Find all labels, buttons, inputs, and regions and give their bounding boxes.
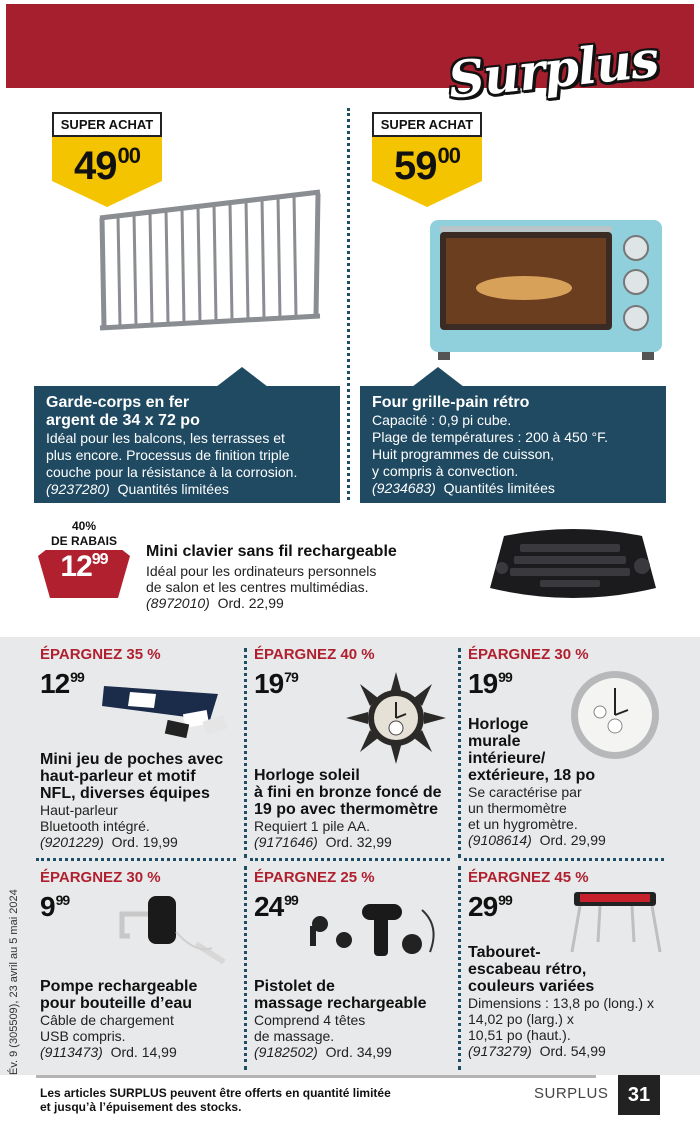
product-title: Pompe rechargeable <box>40 978 198 995</box>
product-desc: Idéal pour les balcons, les terrasses et <box>46 430 285 446</box>
price: $19^{99}$ <box>468 668 512 699</box>
price: $9^{99}$ <box>40 891 70 922</box>
product-desc: Huit programmes de cuisson, <box>372 446 555 462</box>
product-title: à fini en bronze foncé de <box>254 784 442 801</box>
product-title: Horloge soleil <box>254 767 360 784</box>
cornhole-game-image <box>100 672 236 744</box>
discount-label: DE RABAIS <box>50 534 117 548</box>
product-title: argent de 34 x 72 po <box>46 412 200 429</box>
product-title: Horloge <box>468 716 529 733</box>
product-desc: Capacité : 0,9 pi cube. <box>372 412 512 428</box>
edition-note: Év. 9 (305509), 23 avril au 5 mai 2024 <box>8 889 20 1075</box>
quantity-note: Quantités limitées <box>117 481 229 497</box>
savings-label: ÉPARGNEZ 30 % <box>40 869 161 886</box>
product-title: haut-parleur et motif <box>40 768 196 785</box>
sku: (8972010) <box>146 595 210 611</box>
product-title: escabeau rétro, <box>468 961 587 978</box>
discount-badge <box>38 520 130 598</box>
price: $29^{99}$ <box>468 891 512 922</box>
product-desc: Se caractérise par <box>468 784 582 800</box>
original-price: Ord. 22,99 <box>217 595 284 611</box>
product-desc: USB compris. <box>40 1028 126 1044</box>
original-price: Ord. 14,99 <box>110 1044 177 1060</box>
savings-label: ÉPARGNEZ 30 % <box>468 646 589 663</box>
product-desc: y compris à convection. <box>372 463 519 479</box>
product-desc: et un hygromètre. <box>468 816 578 832</box>
original-price: Ord. 54,99 <box>539 1043 606 1059</box>
sku: (9173279) <box>468 1043 532 1059</box>
product-desc: Plage de températures : 200 à 450 °F. <box>372 429 608 445</box>
original-price: Ord. 32,99 <box>325 834 392 850</box>
product-desc: Câble de chargement <box>40 1012 174 1028</box>
product-desc: Idéal pour les ordinateurs personnels de salon et les centres multimédias. (8972010) Ord. 22,99 <box>146 563 377 611</box>
savings-label: ÉPARGNEZ 25 % <box>254 869 375 886</box>
toaster-oven-image <box>428 218 664 364</box>
product-desc: un thermomètre <box>468 800 567 816</box>
product-desc: 14,02 po (larg.) x <box>468 1011 574 1027</box>
product-title: Tabouret- <box>468 944 541 961</box>
footer-divider <box>36 1075 596 1078</box>
railing-image <box>94 186 326 346</box>
product-desc: Comprend 4 têtes <box>254 1012 366 1028</box>
price: $12^{99}$ <box>60 550 108 583</box>
original-price: Ord. 19,99 <box>111 834 178 850</box>
massage-gun-image <box>300 896 450 966</box>
sku: (9234683) <box>372 480 436 496</box>
product-desc: Requiert 1 pile AA. <box>254 818 370 834</box>
footer-note: Les articles SURPLUS peuvent être offerts en quantité limitée et jusqu’à l’épuisement des stocks. <box>40 1086 391 1114</box>
product-title: Pistolet de <box>254 978 335 995</box>
product-title: intérieure/ <box>468 750 546 767</box>
price: $19^{79}$ <box>254 668 298 699</box>
product-desc: Bluetooth intégré. <box>40 818 150 834</box>
product-title: Mini clavier sans fil rechargeable <box>146 543 397 560</box>
product-title: NFL, diverses équipes <box>40 785 210 802</box>
sku: (9113473) <box>40 1044 103 1060</box>
product-desc: de massage. <box>254 1028 335 1044</box>
sku: (9201229) <box>40 834 104 850</box>
oven-info-box <box>360 386 666 503</box>
product-title: pour bouteille d’eau <box>40 995 193 1012</box>
product-desc: plus encore. Processus de finition triple <box>46 447 290 463</box>
badge-label: SUPER ACHAT <box>52 112 162 137</box>
sun-clock-image <box>346 672 446 764</box>
product-desc: Haut-parleur <box>40 802 118 818</box>
product-title: 19 po avec thermomètre <box>254 801 439 818</box>
sku: (9237280) <box>46 481 110 497</box>
quantity-note: Quantités limitées <box>443 480 555 496</box>
product-desc: 10,51 po (haut.). <box>468 1027 571 1043</box>
sku: (9108614) <box>468 832 532 848</box>
product-desc: couche pour la résistance à la corrosion. <box>46 464 298 480</box>
price: $59^{00}$ <box>394 143 460 188</box>
product-title: extérieure, 18 po <box>468 767 596 784</box>
wall-clock-image <box>568 670 662 760</box>
original-price: Ord. 34,99 <box>325 1044 392 1060</box>
price: $12^{99}$ <box>40 668 84 699</box>
savings-label: ÉPARGNEZ 40 % <box>254 646 375 663</box>
page-number: 31 <box>618 1075 660 1115</box>
savings-label: ÉPARGNEZ 35 % <box>40 646 161 663</box>
divider <box>347 108 350 500</box>
water-pump-image <box>116 892 230 970</box>
super-achat-badge <box>372 112 482 207</box>
product-title: massage rechargeable <box>254 995 427 1012</box>
surplus-logo: Surplus <box>445 29 661 110</box>
sku: (9171646) <box>254 834 318 850</box>
savings-label: ÉPARGNEZ 45 % <box>468 869 589 886</box>
sku: (9182502) <box>254 1044 318 1060</box>
price: $49^{00}$ <box>74 143 140 188</box>
product-title: Mini jeu de poches avec <box>40 751 224 768</box>
footer-brand: SURPLUS <box>534 1085 609 1102</box>
keyboard-image <box>484 516 662 612</box>
product-title: murale <box>468 733 521 750</box>
product-title: couleurs variées <box>468 978 595 995</box>
product-title: Garde-corps en fer <box>46 394 190 411</box>
price: $24^{99}$ <box>254 891 298 922</box>
original-price: Ord. 29,99 <box>539 832 606 848</box>
discount-percent: 40% <box>71 519 97 533</box>
badge-label: SUPER ACHAT <box>372 112 482 137</box>
product-title: Four grille-pain rétro <box>372 394 530 411</box>
railing-info-box <box>34 386 340 503</box>
product-desc: Dimensions : 13,8 po (long.) x <box>468 995 654 1011</box>
